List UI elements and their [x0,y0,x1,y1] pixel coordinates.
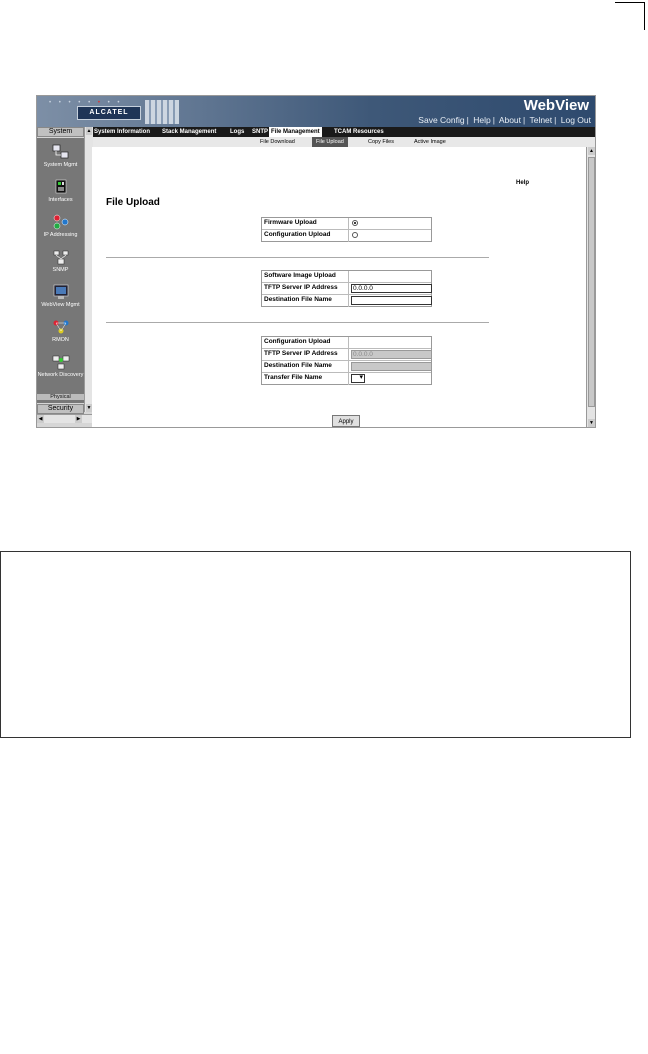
system-mgmt-icon [51,144,71,160]
config-destination-input[interactable] [351,362,432,371]
software-image-upload-label: Software Image Upload [264,272,336,279]
nav-tab-security[interactable]: Security [37,404,84,414]
page-corner-mark [615,2,645,30]
configuration-upload-table [261,336,432,385]
about-link[interactable]: About [498,115,522,125]
nav-icon-pane [37,138,84,403]
nav-scroll-up-icon[interactable]: ▲ [86,128,92,134]
config-header-row [262,337,431,349]
software-tftp-input[interactable]: 0.0.0.0 [351,284,432,293]
telnet-link[interactable]: Telnet [529,115,553,125]
nav-label-ip-addressing: IP Addressing [43,232,78,238]
help-link-content[interactable]: Help [516,180,530,186]
nav-label-snmp: SNMP [52,267,69,273]
nav-scroll-left-icon[interactable]: ◀ [38,416,43,422]
nav-item-rmon[interactable] [37,319,84,343]
nav-item-system-mgmt[interactable] [37,144,84,168]
content-area [92,147,587,428]
interfaces-icon [51,179,71,195]
alcatel-logo: ALCATEL [77,106,141,120]
configuration-upload-row [262,230,431,242]
nav-tab-system[interactable]: System [37,127,84,137]
nav-item-webview-mgmt[interactable] [37,284,84,308]
logout-link[interactable]: Log Out [560,115,591,125]
nav-label-network-discovery: Network Discovery [37,372,84,378]
config-destination-label: Destination File Name [264,362,332,369]
software-destination-row [262,295,431,307]
firmware-upload-row [262,218,431,230]
configuration-upload-label: Configuration Upload [264,231,331,238]
upload-type-table [261,217,432,242]
menu-stack-management[interactable]: Stack Management [162,129,217,135]
scroll-thumb[interactable] [588,157,595,407]
rmon-icon [51,319,71,335]
nav-item-snmp[interactable] [37,249,84,273]
submenu-active-image[interactable]: Active Image [414,139,446,145]
transfer-file-row [262,373,431,385]
scroll-up-icon[interactable]: ▲ [589,148,594,154]
sub-menu-bar [92,137,595,147]
config-tftp-label: TFTP Server IP Address [264,350,338,357]
scroll-down-icon[interactable]: ▼ [589,420,594,426]
transfer-file-label: Transfer File Name [264,374,323,381]
configuration-upload-radio[interactable] [352,232,358,238]
menu-file-management[interactable]: File Management [271,129,320,135]
main-menu-bar [92,127,595,137]
content-vertical-scrollbar[interactable] [586,147,596,428]
nav-item-physical[interactable]: Physical [37,394,84,400]
software-tftp-row [262,283,431,295]
software-tftp-label: TFTP Server IP Address [264,284,338,291]
nav-label-rmon: RMON [52,337,69,343]
network-discovery-icon [51,354,71,370]
software-image-header-row [262,271,431,283]
submenu-file-upload[interactable]: File Upload [312,137,348,147]
left-navigation [37,127,92,428]
header-links: Save Config | Help | About | Telnet | Log Out [418,115,591,125]
config-tftp-row [262,349,431,361]
nav-label-interfaces: Interfaces [48,197,73,203]
nav-label-system-mgmt: System Mgmt [43,162,78,168]
nav-scroll-right-icon[interactable]: ▶ [76,416,81,422]
submenu-file-download[interactable]: File Download [260,139,295,145]
nav-item-interfaces[interactable] [37,179,84,203]
divider [106,257,489,258]
brand-title: WebView [523,97,589,114]
ip-addressing-icon [51,214,71,230]
nav-horizontal-scrollbar[interactable] [37,414,92,423]
firmware-upload-radio[interactable] [352,220,358,226]
save-config-link[interactable]: Save Config [418,115,465,125]
nav-item-ip-addressing[interactable] [37,214,84,238]
building-graphic [145,100,179,124]
empty-note-frame [0,551,631,738]
page-title: File Upload [106,197,160,208]
nav-scroll-down-icon[interactable]: ▼ [86,405,92,411]
software-destination-label: Destination File Name [264,296,332,303]
config-destination-row [262,361,431,373]
nav-item-network-discovery[interactable] [37,354,84,378]
webview-window [36,95,596,428]
menu-tcam-resources[interactable]: TCAM Resources [334,129,384,135]
menu-system-information[interactable]: System Information [94,129,151,135]
snmp-icon [51,249,71,265]
logo-dots: • • • • • • • • [49,100,123,106]
software-image-upload-table [261,270,432,307]
menu-logs[interactable]: Logs [230,129,245,135]
help-link[interactable]: Help [473,115,491,125]
transfer-file-select[interactable] [351,374,365,383]
config-tftp-input[interactable]: 0.0.0.0 [351,350,432,359]
menu-sntp[interactable]: SNTP [252,129,269,135]
apply-button[interactable]: Apply [332,415,360,427]
divider [106,322,489,323]
webview-mgmt-icon [51,284,71,300]
firmware-upload-label: Firmware Upload [264,219,317,226]
nav-label-webview-mgmt: WebView Mgmt [41,302,80,308]
config-upload-label: Configuration Upload [264,338,331,345]
software-destination-input[interactable] [351,296,432,305]
header-banner [37,96,595,127]
submenu-copy-files[interactable]: Copy Files [368,139,394,145]
